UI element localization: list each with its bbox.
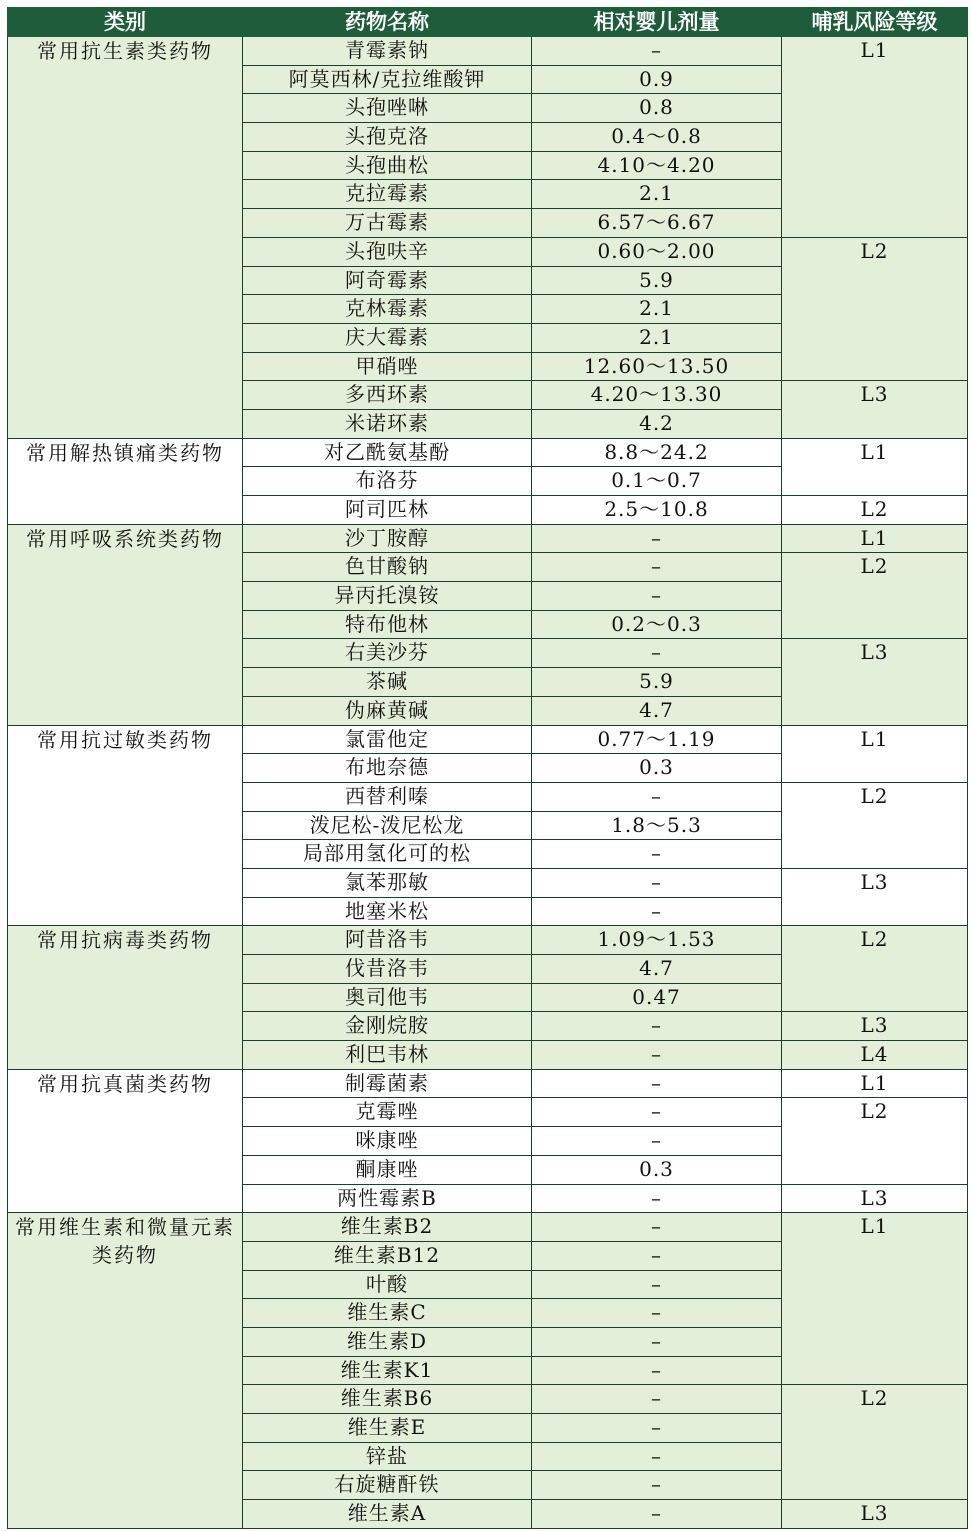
risk-level-cell: L3 xyxy=(782,639,968,725)
drug-name-cell: 头孢唑啉 xyxy=(243,94,532,123)
infant-dose-cell: 4.7 xyxy=(532,955,782,984)
drug-name-cell: 克林霉素 xyxy=(243,295,532,324)
infant-dose-cell: – xyxy=(532,1442,782,1471)
infant-dose-cell: – xyxy=(532,1385,782,1414)
drug-name-cell: 青霉素钠 xyxy=(243,37,532,66)
infant-dose-cell: – xyxy=(532,1184,782,1213)
risk-level-cell: L2 xyxy=(782,553,968,639)
infant-dose-cell: – xyxy=(532,840,782,869)
drug-name-cell: 奥司他韦 xyxy=(243,983,532,1012)
infant-dose-cell: – xyxy=(532,897,782,926)
drug-name-cell: 维生素B6 xyxy=(243,1385,532,1414)
drug-name-cell: 伪麻黄碱 xyxy=(243,696,532,725)
table-row xyxy=(8,926,968,955)
table-body xyxy=(8,37,968,1529)
drug-name-cell: 茶碱 xyxy=(243,668,532,697)
drug-name-cell: 锌盐 xyxy=(243,1442,532,1471)
drug-name-cell: 氯雷他定 xyxy=(243,725,532,754)
risk-level-cell: L1 xyxy=(782,725,968,782)
category-cell: 常用解热镇痛类药物 xyxy=(8,438,243,524)
infant-dose-cell: – xyxy=(532,1270,782,1299)
table-row xyxy=(8,1213,968,1242)
drug-name-cell: 右旋糖酐铁 xyxy=(243,1471,532,1500)
drug-name-cell: 头孢克洛 xyxy=(243,123,532,152)
infant-dose-cell: – xyxy=(532,1500,782,1529)
drug-name-cell: 阿司匹林 xyxy=(243,496,532,525)
infant-dose-cell: – xyxy=(532,1327,782,1356)
risk-level-cell: L2 xyxy=(782,926,968,1012)
infant-dose-cell: – xyxy=(532,1041,782,1070)
header-risk-level: 哺乳风险等级 xyxy=(782,8,968,37)
drug-name-cell: 维生素D xyxy=(243,1327,532,1356)
infant-dose-cell: – xyxy=(532,1299,782,1328)
drug-name-cell: 克拉霉素 xyxy=(243,180,532,209)
table-row xyxy=(8,37,968,66)
infant-dose-cell: 4.2 xyxy=(532,409,782,438)
drug-name-cell: 酮康唑 xyxy=(243,1155,532,1184)
header-drug-name: 药物名称 xyxy=(243,8,532,37)
infant-dose-cell: – xyxy=(532,868,782,897)
infant-dose-cell: – xyxy=(532,639,782,668)
drug-name-cell: 维生素B2 xyxy=(243,1213,532,1242)
infant-dose-cell: – xyxy=(532,37,782,66)
category-cell: 常用抗生素类药物 xyxy=(8,37,243,439)
drug-name-cell: 泼尼松-泼尼松龙 xyxy=(243,811,532,840)
infant-dose-cell: 0.60～2.00 xyxy=(532,237,782,266)
infant-dose-cell: 4.7 xyxy=(532,696,782,725)
infant-dose-cell: – xyxy=(532,782,782,811)
infant-dose-cell: – xyxy=(532,1356,782,1385)
drug-name-cell: 克霉唑 xyxy=(243,1098,532,1127)
infant-dose-cell: 0.47 xyxy=(532,983,782,1012)
infant-dose-cell: 12.60～13.50 xyxy=(532,352,782,381)
drug-name-cell: 氯苯那敏 xyxy=(243,868,532,897)
risk-level-cell: L3 xyxy=(782,1184,968,1213)
risk-level-cell: L3 xyxy=(782,1012,968,1041)
table-row xyxy=(8,1069,968,1098)
drug-name-cell: 地塞米松 xyxy=(243,897,532,926)
drug-name-cell: 阿奇霉素 xyxy=(243,266,532,295)
infant-dose-cell: 0.4～0.8 xyxy=(532,123,782,152)
infant-dose-cell: – xyxy=(532,1471,782,1500)
drug-name-cell: 沙丁胺醇 xyxy=(243,524,532,553)
drug-name-cell: 局部用氢化可的松 xyxy=(243,840,532,869)
drug-name-cell: 庆大霉素 xyxy=(243,323,532,352)
infant-dose-cell: – xyxy=(532,1414,782,1443)
drug-name-cell: 咪康唑 xyxy=(243,1127,532,1156)
drug-name-cell: 两性霉素B xyxy=(243,1184,532,1213)
header-row xyxy=(8,8,968,37)
infant-dose-cell: – xyxy=(532,1213,782,1242)
drug-name-cell: 万古霉素 xyxy=(243,209,532,238)
infant-dose-cell: 5.9 xyxy=(532,668,782,697)
infant-dose-cell: 0.9 xyxy=(532,65,782,94)
infant-dose-cell: 4.20～13.30 xyxy=(532,381,782,410)
drug-name-cell: 维生素C xyxy=(243,1299,532,1328)
drug-name-cell: 对乙酰氨基酚 xyxy=(243,438,532,467)
table-row xyxy=(8,524,968,553)
infant-dose-cell: – xyxy=(532,1098,782,1127)
drug-name-cell: 异丙托溴铵 xyxy=(243,582,532,611)
infant-dose-cell: 0.1～0.7 xyxy=(532,467,782,496)
infant-dose-cell: 0.8 xyxy=(532,94,782,123)
drug-name-cell: 维生素E xyxy=(243,1414,532,1443)
risk-level-cell: L2 xyxy=(782,1098,968,1184)
drug-name-cell: 阿莫西林/克拉维酸钾 xyxy=(243,65,532,94)
risk-level-cell: L3 xyxy=(782,381,968,438)
drug-name-cell: 维生素B12 xyxy=(243,1241,532,1270)
drug-name-cell: 特布他林 xyxy=(243,610,532,639)
drug-name-cell: 维生素K1 xyxy=(243,1356,532,1385)
category-cell: 常用维生素和微量元素类药物 xyxy=(8,1213,243,1529)
drug-name-cell: 西替利嗪 xyxy=(243,782,532,811)
risk-level-cell: L2 xyxy=(782,237,968,380)
drug-name-cell: 维生素A xyxy=(243,1500,532,1529)
drug-name-cell: 阿昔洛韦 xyxy=(243,926,532,955)
drug-name-cell: 叶酸 xyxy=(243,1270,532,1299)
infant-dose-cell: 0.3 xyxy=(532,754,782,783)
category-cell: 常用抗过敏类药物 xyxy=(8,725,243,926)
drug-name-cell: 利巴韦林 xyxy=(243,1041,532,1070)
infant-dose-cell: – xyxy=(532,1012,782,1041)
category-cell: 常用抗病毒类药物 xyxy=(8,926,243,1069)
risk-level-cell: L1 xyxy=(782,1069,968,1098)
drug-risk-table xyxy=(7,7,968,1529)
infant-dose-cell: 1.09～1.53 xyxy=(532,926,782,955)
infant-dose-cell: 4.10～4.20 xyxy=(532,151,782,180)
drug-name-cell: 制霉菌素 xyxy=(243,1069,532,1098)
drug-name-cell: 米诺环素 xyxy=(243,409,532,438)
infant-dose-cell: 8.8～24.2 xyxy=(532,438,782,467)
drug-name-cell: 色甘酸钠 xyxy=(243,553,532,582)
infant-dose-cell: 2.1 xyxy=(532,295,782,324)
drug-name-cell: 布洛芬 xyxy=(243,467,532,496)
infant-dose-cell: – xyxy=(532,1241,782,1270)
risk-level-cell: L2 xyxy=(782,1385,968,1500)
risk-level-cell: L3 xyxy=(782,1500,968,1529)
drug-name-cell: 多西环素 xyxy=(243,381,532,410)
infant-dose-cell: 0.77～1.19 xyxy=(532,725,782,754)
infant-dose-cell: – xyxy=(532,1127,782,1156)
risk-level-cell: L4 xyxy=(782,1041,968,1070)
infant-dose-cell: – xyxy=(532,553,782,582)
header-category: 类别 xyxy=(8,8,243,37)
drug-name-cell: 右美沙芬 xyxy=(243,639,532,668)
risk-level-cell: L2 xyxy=(782,496,968,525)
infant-dose-cell: 6.57～6.67 xyxy=(532,209,782,238)
risk-level-cell: L1 xyxy=(782,1213,968,1385)
infant-dose-cell: 5.9 xyxy=(532,266,782,295)
drug-name-cell: 头孢曲松 xyxy=(243,151,532,180)
category-cell: 常用呼吸系统类药物 xyxy=(8,524,243,725)
drug-name-cell: 甲硝唑 xyxy=(243,352,532,381)
risk-level-cell: L1 xyxy=(782,524,968,553)
drug-name-cell: 金刚烷胺 xyxy=(243,1012,532,1041)
infant-dose-cell: 0.2～0.3 xyxy=(532,610,782,639)
infant-dose-cell: 0.3 xyxy=(532,1155,782,1184)
infant-dose-cell: 1.8～5.3 xyxy=(532,811,782,840)
risk-level-cell: L1 xyxy=(782,37,968,238)
infant-dose-cell: – xyxy=(532,524,782,553)
infant-dose-cell: 2.1 xyxy=(532,180,782,209)
drug-name-cell: 伐昔洛韦 xyxy=(243,955,532,984)
header-relative-infant-dose: 相对婴儿剂量 xyxy=(532,8,782,37)
drug-name-cell: 头孢呋辛 xyxy=(243,237,532,266)
infant-dose-cell: – xyxy=(532,1069,782,1098)
drug-name-cell: 布地奈德 xyxy=(243,754,532,783)
risk-level-cell: L1 xyxy=(782,438,968,495)
table-row xyxy=(8,725,968,754)
risk-level-cell: L2 xyxy=(782,782,968,868)
table-row xyxy=(8,438,968,467)
infant-dose-cell: 2.1 xyxy=(532,323,782,352)
risk-level-cell: L3 xyxy=(782,868,968,925)
category-cell: 常用抗真菌类药物 xyxy=(8,1069,243,1212)
infant-dose-cell: – xyxy=(532,582,782,611)
infant-dose-cell: 2.5～10.8 xyxy=(532,496,782,525)
